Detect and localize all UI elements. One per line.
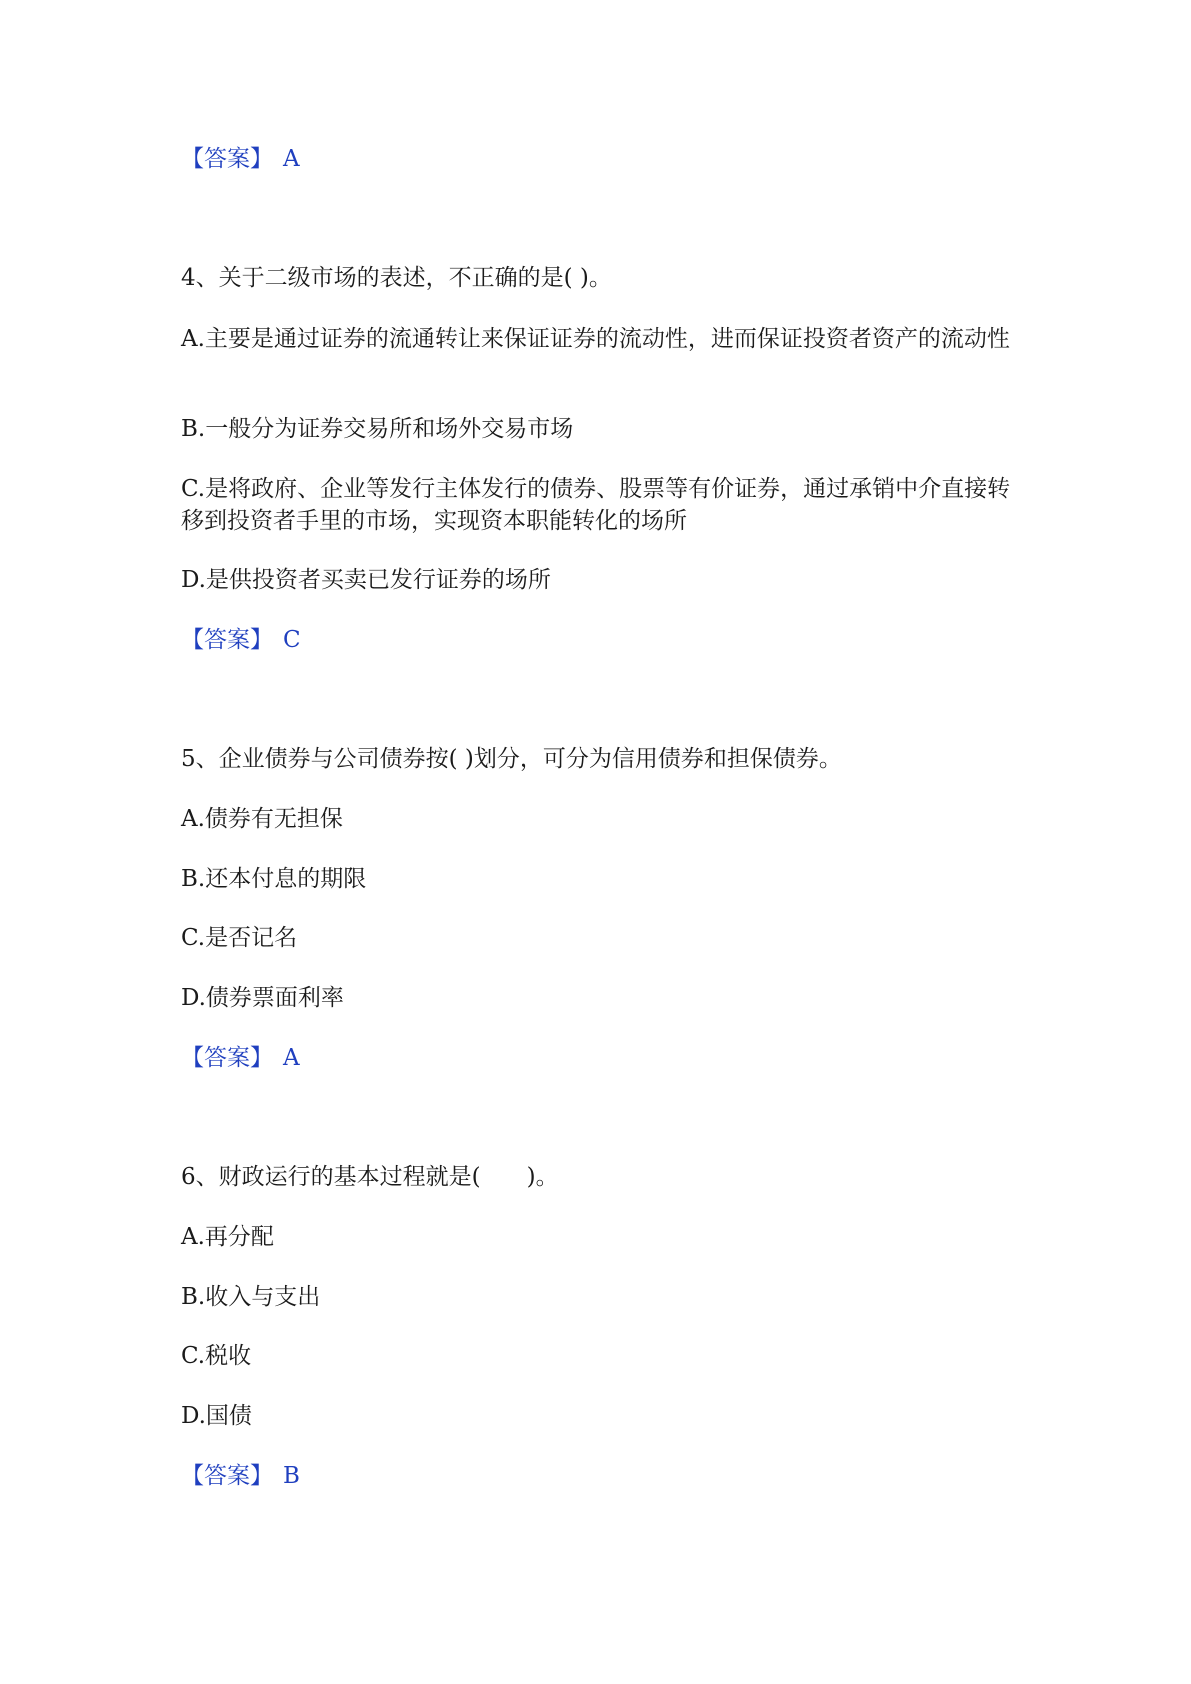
question-4-option-b: B.一般分为证券交易所和场外交易市场: [181, 416, 574, 442]
answer-label: 【答案】: [181, 1045, 273, 1071]
answer-letter: B: [283, 1463, 300, 1489]
question-4-option-d: D.是供投资者买卖已发行证券的场所: [181, 567, 551, 593]
answer-label: 【答案】: [181, 627, 273, 653]
question-6-option-a: A.再分配: [181, 1224, 274, 1250]
answer-letter: A: [283, 1045, 300, 1071]
question-5-option-b: B.还本付息的期限: [181, 866, 367, 892]
question-stem-5: 5、企业债券与公司债券按( )划分，可分为信用债券和担保债券。: [181, 746, 842, 772]
question-5-option-a: A.债券有无担保: [181, 806, 343, 832]
question-4-option-a: A.主要是通过证券的流通转让来保证证券的流动性，进而保证投资者资产的流动性: [181, 326, 1010, 352]
question-stem-6: 6、财政运行的基本过程就是( )。: [181, 1164, 559, 1190]
question-6-option-c: C.税收: [181, 1343, 252, 1369]
answer-line-4: [181, 624, 1011, 656]
question-6-option-b: B.收入与支出: [181, 1284, 321, 1310]
answer-letter: A: [283, 146, 300, 172]
answer-label: 【答案】: [181, 1463, 273, 1489]
question-5-option-c: C.是否记名: [181, 925, 298, 951]
question-6-option-d: D.国债: [181, 1403, 252, 1429]
question-stem-4: 4、关于二级市场的表述，不正确的是( )。: [181, 265, 612, 291]
question-5-option-d: D.债券票面利率: [181, 985, 344, 1011]
answer-letter: C: [283, 627, 301, 653]
answer-line-top: [181, 143, 1011, 175]
answer-line-5: [181, 1042, 1011, 1074]
answer-label: 【答案】: [181, 146, 273, 172]
question-4-option-c: C.是将政府、企业等发行主体发行的债券、股票等有价证券，通过承销中介直接转移到投资者手里的市场，实现资本职能转化的场所: [181, 476, 1011, 534]
answer-line-6: [181, 1460, 1011, 1492]
